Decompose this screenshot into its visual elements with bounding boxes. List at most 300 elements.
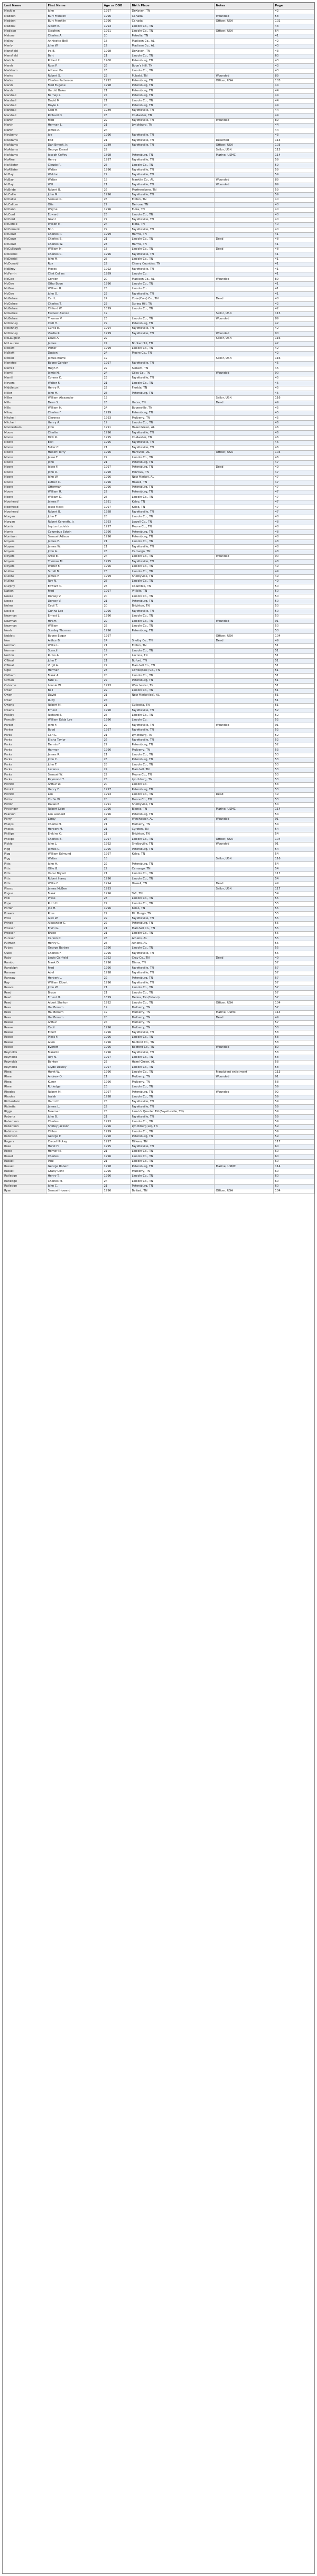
table-row[interactable]	[3, 515, 314, 519]
notes-cell	[215, 93, 274, 98]
table-row[interactable]	[3, 272, 314, 277]
table-row[interactable]	[3, 574, 314, 579]
first-name-cell: Harrol H.	[46, 1100, 102, 1104]
notes-cell	[215, 188, 274, 193]
birth-place-cell: Lincoln Co., TN	[130, 931, 215, 936]
table-row[interactable]	[3, 535, 314, 539]
table-row[interactable]	[3, 207, 314, 212]
table-row[interactable]	[3, 589, 314, 594]
table-row[interactable]	[3, 554, 314, 559]
table-row[interactable]	[3, 391, 314, 396]
table-row[interactable]	[3, 456, 314, 460]
table-row[interactable]	[3, 624, 314, 629]
table-row[interactable]	[3, 822, 314, 827]
table-row[interactable]	[3, 1030, 314, 1035]
table-row[interactable]	[3, 153, 314, 158]
page-cell: 53	[274, 798, 314, 802]
page-cell: 114	[274, 1010, 314, 1015]
table-row[interactable]	[3, 321, 314, 326]
notes-cell	[215, 743, 274, 747]
table-row[interactable]	[3, 505, 314, 510]
notes-cell: Wounded	[215, 118, 274, 123]
table-row[interactable]	[3, 1154, 314, 1159]
table-row[interactable]	[3, 1174, 314, 1179]
first-name-cell: Conner C.	[46, 376, 102, 381]
table-row[interactable]	[3, 852, 314, 857]
table-row[interactable]	[3, 213, 314, 217]
page-cell: 50	[274, 589, 314, 594]
page-cell: 54	[274, 862, 314, 867]
table-row[interactable]	[3, 570, 314, 574]
table-row[interactable]	[3, 480, 314, 485]
table-row[interactable]	[3, 1045, 314, 1050]
table-row[interactable]	[3, 262, 314, 267]
table-row[interactable]	[3, 148, 314, 153]
table-row[interactable]	[3, 912, 314, 916]
table-row[interactable]	[3, 401, 314, 405]
table-row[interactable]	[3, 1134, 314, 1139]
table-row[interactable]	[3, 619, 314, 624]
table-row[interactable]	[3, 798, 314, 802]
table-row[interactable]	[3, 668, 314, 673]
table-row[interactable]	[3, 282, 314, 287]
table-row[interactable]	[3, 24, 314, 29]
table-row[interactable]	[3, 39, 314, 44]
age-or-dob-cell: 26	[102, 401, 130, 405]
table-row[interactable]	[3, 435, 314, 440]
table-row[interactable]	[3, 118, 314, 123]
table-row[interactable]	[3, 877, 314, 882]
table-row[interactable]	[3, 351, 314, 356]
notes-cell: Wounded	[215, 842, 274, 847]
first-name-cell: Clarence	[46, 416, 102, 421]
table-row[interactable]	[3, 1105, 314, 1110]
table-row[interactable]	[3, 916, 314, 921]
table-row[interactable]	[3, 297, 314, 301]
table-row[interactable]	[3, 609, 314, 614]
table-row[interactable]	[3, 203, 314, 207]
table-row[interactable]	[3, 1090, 314, 1095]
table-row[interactable]	[3, 1179, 314, 1184]
table-row[interactable]	[3, 788, 314, 792]
table-row[interactable]	[3, 277, 314, 282]
table-row[interactable]	[3, 1050, 314, 1055]
table-row[interactable]	[3, 857, 314, 861]
table-row[interactable]	[3, 921, 314, 926]
table-row[interactable]	[3, 778, 314, 782]
table-row[interactable]	[3, 1149, 314, 1154]
table-row[interactable]	[3, 976, 314, 981]
table-row[interactable]	[3, 470, 314, 475]
table-row[interactable]	[3, 961, 314, 966]
first-name-cell: Rutledge	[46, 1085, 102, 1090]
table-row[interactable]	[3, 684, 314, 688]
table-row[interactable]	[3, 743, 314, 747]
table-row[interactable]	[3, 1140, 314, 1144]
table-row[interactable]	[3, 371, 314, 376]
table-row[interactable]	[3, 832, 314, 837]
table-row[interactable]	[3, 411, 314, 415]
table-row[interactable]	[3, 837, 314, 842]
age-or-dob-cell: 21	[102, 991, 130, 996]
table-row[interactable]	[3, 1130, 314, 1134]
column-header-last-name[interactable]: Last Name	[3, 3, 46, 10]
table-row[interactable]	[3, 560, 314, 564]
first-name-cell: Charles A.	[46, 34, 102, 39]
table-row[interactable]	[3, 1159, 314, 1164]
table-row[interactable]	[3, 10, 314, 14]
column-header-notes[interactable]: Notes	[215, 3, 274, 10]
table-row[interactable]	[3, 896, 314, 901]
table-row[interactable]	[3, 802, 314, 807]
table-row[interactable]	[3, 356, 314, 361]
table-row[interactable]	[3, 490, 314, 495]
table-row[interactable]	[3, 539, 314, 544]
column-header-first-name[interactable]: First Name	[46, 3, 102, 10]
table-row[interactable]	[3, 138, 314, 143]
table-row[interactable]	[3, 14, 314, 19]
table-row[interactable]	[3, 1060, 314, 1065]
table-row[interactable]	[3, 584, 314, 589]
table-row[interactable]	[3, 614, 314, 619]
table-row[interactable]	[3, 1189, 314, 1194]
last-name-cell: Owen	[3, 688, 46, 693]
age-or-dob-cell: 1993	[102, 887, 130, 892]
table-row[interactable]	[3, 1080, 314, 1085]
table-row[interactable]	[3, 1020, 314, 1025]
table-row[interactable]	[3, 366, 314, 371]
table-row[interactable]	[3, 163, 314, 168]
table-row[interactable]	[3, 168, 314, 173]
notes-cell	[215, 941, 274, 946]
table-row[interactable]	[3, 242, 314, 247]
notes-cell: Wounded	[215, 178, 274, 183]
table-row[interactable]	[3, 158, 314, 163]
table-row[interactable]	[3, 183, 314, 187]
table-row[interactable]	[3, 713, 314, 718]
table-row[interactable]	[3, 986, 314, 990]
table-row[interactable]	[3, 193, 314, 197]
table-row[interactable]	[3, 520, 314, 525]
notes-cell	[215, 1124, 274, 1129]
table-row[interactable]	[3, 292, 314, 297]
table-row[interactable]	[3, 317, 314, 321]
table-row[interactable]	[3, 465, 314, 470]
table-row[interactable]	[3, 1164, 314, 1169]
table-row[interactable]	[3, 525, 314, 529]
table-row[interactable]	[3, 178, 314, 183]
page-cell: 55	[274, 902, 314, 906]
page-cell: 48	[274, 525, 314, 529]
table-row[interactable]	[3, 197, 314, 202]
table-row[interactable]	[3, 1124, 314, 1129]
table-row[interactable]	[3, 133, 314, 138]
table-row[interactable]	[3, 123, 314, 128]
table-row[interactable]	[3, 902, 314, 906]
table-row[interactable]	[3, 440, 314, 445]
table-row[interactable]	[3, 530, 314, 535]
first-name-cell: Dorsey V.	[46, 599, 102, 604]
table-row[interactable]	[3, 222, 314, 227]
table-row[interactable]	[3, 332, 314, 336]
last-name-cell: Patton	[3, 798, 46, 802]
table-row[interactable]	[3, 644, 314, 649]
birth-place-cell: Lincoln Co., TN	[130, 317, 215, 321]
table-row[interactable]	[3, 738, 314, 743]
table-row[interactable]	[3, 93, 314, 98]
table-row[interactable]	[3, 956, 314, 961]
table-row[interactable]	[3, 708, 314, 713]
birth-place-cell: Lincoln Co., TN	[130, 456, 215, 460]
table-row[interactable]	[3, 545, 314, 550]
column-header-page[interactable]: Page	[274, 3, 314, 10]
page-cell: 52	[274, 718, 314, 723]
table-row[interactable]	[3, 1070, 314, 1075]
table-row[interactable]	[3, 1184, 314, 1189]
table-row[interactable]	[3, 946, 314, 951]
table-row[interactable]	[3, 599, 314, 604]
table-row[interactable]	[3, 510, 314, 515]
table-row[interactable]	[3, 406, 314, 411]
last-name-cell: Rhea	[3, 1075, 46, 1079]
table-row[interactable]	[3, 302, 314, 307]
table-row[interactable]	[3, 812, 314, 817]
page-cell: 48	[274, 560, 314, 564]
table-row[interactable]	[3, 103, 314, 108]
table-row[interactable]	[3, 44, 314, 49]
table-row[interactable]	[3, 1169, 314, 1174]
table-row[interactable]	[3, 757, 314, 762]
table-row[interactable]	[3, 460, 314, 465]
table-row[interactable]	[3, 678, 314, 683]
table-row[interactable]	[3, 936, 314, 941]
table-row[interactable]	[3, 83, 314, 88]
table-row[interactable]	[3, 931, 314, 936]
table-row[interactable]	[3, 703, 314, 708]
age-or-dob-cell: 25	[102, 213, 130, 217]
age-or-dob-cell: 1997	[102, 465, 130, 470]
notes-cell: Wounded	[215, 277, 274, 282]
table-row[interactable]	[3, 1075, 314, 1079]
table-row[interactable]	[3, 1016, 314, 1020]
table-row[interactable]	[3, 1110, 314, 1114]
table-row[interactable]	[3, 59, 314, 63]
table-row[interactable]	[3, 425, 314, 430]
table-row[interactable]	[3, 748, 314, 753]
table-row[interactable]	[3, 396, 314, 401]
birth-place-cell: Petersburg, TN	[130, 321, 215, 326]
table-row[interactable]	[3, 475, 314, 480]
table-row[interactable]	[3, 228, 314, 232]
table-row[interactable]	[3, 311, 314, 316]
table-row[interactable]	[3, 99, 314, 103]
table-row[interactable]	[3, 495, 314, 500]
table-row[interactable]	[3, 232, 314, 237]
table-row[interactable]	[3, 376, 314, 381]
first-name-cell: Charles B.	[46, 837, 102, 842]
table-row[interactable]	[3, 768, 314, 772]
table-row[interactable]	[3, 550, 314, 554]
page-cell: 60	[274, 1179, 314, 1184]
table-row[interactable]	[3, 342, 314, 346]
table-row[interactable]	[3, 782, 314, 787]
table-row[interactable]	[3, 74, 314, 79]
table-row[interactable]	[3, 450, 314, 455]
table-row[interactable]	[3, 485, 314, 490]
table-row[interactable]	[3, 996, 314, 1000]
table-row[interactable]	[3, 1085, 314, 1090]
table-row[interactable]	[3, 659, 314, 664]
table-row[interactable]	[3, 108, 314, 113]
table-row[interactable]	[3, 654, 314, 658]
table-row[interactable]	[3, 1040, 314, 1045]
first-name-cell: Richard E.	[46, 713, 102, 718]
table-row[interactable]	[3, 1144, 314, 1149]
table-row[interactable]	[3, 926, 314, 931]
table-row[interactable]	[3, 247, 314, 252]
table-row[interactable]	[3, 847, 314, 852]
table-row[interactable]	[3, 887, 314, 892]
table-row[interactable]	[3, 386, 314, 391]
table-row[interactable]	[3, 827, 314, 832]
table-row[interactable]	[3, 649, 314, 654]
table-row[interactable]	[3, 34, 314, 39]
table-row[interactable]	[3, 113, 314, 118]
table-row[interactable]	[3, 1010, 314, 1015]
table-row[interactable]	[3, 817, 314, 822]
table-row[interactable]	[3, 64, 314, 69]
table-row[interactable]	[3, 604, 314, 609]
table-row[interactable]	[3, 267, 314, 272]
table-row[interactable]	[3, 629, 314, 633]
table-row[interactable]	[3, 763, 314, 768]
table-row[interactable]	[3, 1001, 314, 1006]
table-row[interactable]	[3, 941, 314, 946]
birth-place-cell: Fayetteville, TN	[130, 728, 215, 733]
table-row[interactable]	[3, 173, 314, 177]
table-row[interactable]	[3, 1055, 314, 1060]
table-row[interactable]	[3, 1100, 314, 1104]
table-row[interactable]	[3, 446, 314, 450]
table-row[interactable]	[3, 688, 314, 693]
table-row[interactable]	[3, 862, 314, 867]
table-row[interactable]	[3, 971, 314, 976]
table-row[interactable]	[3, 287, 314, 291]
column-header-age-or-dob[interactable]: Age or DOB	[102, 3, 130, 10]
table-row[interactable]	[3, 54, 314, 59]
table-row[interactable]	[3, 500, 314, 505]
table-row[interactable]	[3, 1115, 314, 1120]
table-row[interactable]	[3, 867, 314, 872]
table-row[interactable]	[3, 431, 314, 435]
table-row[interactable]	[3, 89, 314, 93]
table-row[interactable]	[3, 1035, 314, 1040]
table-row[interactable]	[3, 143, 314, 148]
table-row[interactable]	[3, 564, 314, 569]
table-row[interactable]	[3, 882, 314, 886]
table-row[interactable]	[3, 79, 314, 83]
age-or-dob-cell: 1997	[102, 1090, 130, 1095]
age-or-dob-cell: 27	[102, 664, 130, 668]
table-row[interactable]	[3, 49, 314, 54]
table-row[interactable]	[3, 1120, 314, 1124]
birth-place-cell: Winchester, TN	[130, 684, 215, 688]
table-row[interactable]	[3, 639, 314, 643]
table-row[interactable]	[3, 718, 314, 723]
table-row[interactable]	[3, 421, 314, 425]
table-row[interactable]	[3, 674, 314, 678]
table-row[interactable]	[3, 664, 314, 668]
table-row[interactable]	[3, 237, 314, 242]
table-row[interactable]	[3, 128, 314, 133]
last-name-cell: McGehee	[3, 317, 46, 321]
table-row[interactable]	[3, 981, 314, 986]
table-row[interactable]	[3, 346, 314, 351]
table-row[interactable]	[3, 361, 314, 366]
table-row[interactable]	[3, 381, 314, 386]
page-cell: 90	[274, 554, 314, 559]
table-row[interactable]	[3, 579, 314, 584]
table-row[interactable]	[3, 728, 314, 733]
table-row[interactable]	[3, 307, 314, 311]
table-row[interactable]	[3, 906, 314, 911]
table-row[interactable]	[3, 594, 314, 599]
first-name-cell: Robert S.	[46, 74, 102, 79]
table-row[interactable]	[3, 966, 314, 971]
table-row[interactable]	[3, 252, 314, 257]
last-name-cell: McCormick	[3, 228, 46, 232]
table-row[interactable]	[3, 872, 314, 876]
table-row[interactable]	[3, 29, 314, 34]
table-row[interactable]	[3, 1006, 314, 1010]
table-row[interactable]	[3, 257, 314, 262]
column-header-birth-place[interactable]: Birth Place	[130, 3, 215, 10]
table-row[interactable]	[3, 807, 314, 812]
table-row[interactable]	[3, 951, 314, 956]
table-row[interactable]	[3, 634, 314, 639]
table-row[interactable]	[3, 733, 314, 738]
table-row[interactable]	[3, 188, 314, 193]
table-row[interactable]	[3, 723, 314, 728]
table-row[interactable]	[3, 693, 314, 698]
table-row[interactable]	[3, 773, 314, 778]
table-row[interactable]	[3, 336, 314, 341]
table-row[interactable]	[3, 217, 314, 222]
table-row[interactable]	[3, 842, 314, 847]
first-name-cell: Charlie	[46, 431, 102, 435]
table-row[interactable]	[3, 69, 314, 73]
table-row[interactable]	[3, 1065, 314, 1070]
table-row[interactable]	[3, 892, 314, 896]
table-row[interactable]	[3, 1095, 314, 1100]
birth-place-cell: Madison Co., AL	[130, 277, 215, 282]
table-row[interactable]	[3, 1026, 314, 1030]
table-row[interactable]	[3, 753, 314, 757]
first-name-cell: John W.	[46, 475, 102, 480]
table-row[interactable]	[3, 792, 314, 797]
table-row[interactable]	[3, 327, 314, 332]
age-or-dob-cell: 21	[102, 99, 130, 103]
first-name-cell: Bruce	[46, 931, 102, 936]
first-name-cell: Grady Clint	[46, 1169, 102, 1174]
table-row[interactable]	[3, 19, 314, 24]
table-row[interactable]	[3, 991, 314, 996]
birth-place-cell: Fayetteville, TN	[130, 1100, 215, 1104]
birth-place-cell: Lincoln Co., TN	[130, 763, 215, 768]
table-row[interactable]	[3, 416, 314, 421]
table-row[interactable]	[3, 698, 314, 703]
page-cell: 49	[274, 401, 314, 405]
